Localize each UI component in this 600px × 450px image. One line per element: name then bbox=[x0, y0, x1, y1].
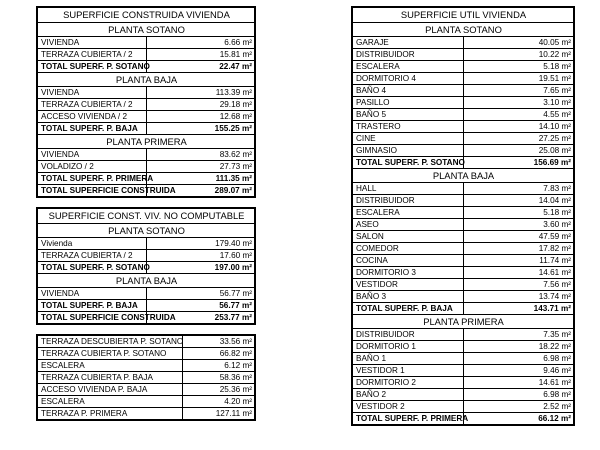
row-value: 14.61 m² bbox=[463, 377, 574, 389]
row-value: 14.04 m² bbox=[463, 195, 574, 207]
row-value: 253.77 m² bbox=[146, 312, 255, 324]
table-row bbox=[353, 231, 574, 243]
table-row bbox=[353, 85, 574, 97]
row-value: 5.18 m² bbox=[463, 61, 574, 73]
row-value: 179.40 m² bbox=[146, 238, 255, 250]
table-row bbox=[353, 255, 574, 267]
row-label: VIVIENDA bbox=[38, 149, 147, 161]
table-row bbox=[38, 238, 255, 250]
area-table-superficie-construida-vivienda bbox=[37, 7, 255, 197]
row-label: PASILLO bbox=[353, 97, 464, 109]
row-value: 7.35 m² bbox=[463, 329, 574, 341]
row-label: TOTAL SUPERF. P. BAJA bbox=[353, 303, 464, 315]
row-value: 14.61 m² bbox=[463, 267, 574, 279]
total-row bbox=[38, 61, 255, 73]
row-value: 7.65 m² bbox=[463, 85, 574, 97]
table-row bbox=[38, 384, 255, 396]
row-label: ESCALERA bbox=[353, 61, 464, 73]
row-label: TERRAZA CUBIERTA / 2 bbox=[38, 49, 147, 61]
row-label: BAÑO 1 bbox=[353, 353, 464, 365]
row-value: 3.60 m² bbox=[463, 219, 574, 231]
row-label: TOTAL SUPERF. P. BAJA bbox=[38, 300, 147, 312]
total-row bbox=[353, 303, 574, 315]
row-value: 83.62 m² bbox=[146, 149, 255, 161]
table-row bbox=[38, 149, 255, 161]
row-label: ESCALERA bbox=[38, 396, 183, 408]
table-row bbox=[38, 87, 255, 99]
table-row bbox=[353, 183, 574, 195]
row-value: 6.98 m² bbox=[463, 389, 574, 401]
row-label: TOTAL SUPERFICIE CONSTRUIDA bbox=[38, 312, 147, 324]
table-row bbox=[353, 61, 574, 73]
total-row bbox=[38, 185, 255, 197]
row-label: TERRAZA P. PRIMERA bbox=[38, 408, 183, 420]
row-value: 7.56 m² bbox=[463, 279, 574, 291]
row-value: 29.18 m² bbox=[146, 99, 255, 111]
table-row bbox=[353, 37, 574, 49]
row-value: 12.68 m² bbox=[146, 111, 255, 123]
row-label: ESCALERA bbox=[38, 360, 183, 372]
table-row bbox=[353, 73, 574, 85]
row-value: 58.36 m² bbox=[183, 372, 255, 384]
table-row bbox=[353, 341, 574, 353]
row-value: 4.20 m² bbox=[183, 396, 255, 408]
section-header: PLANTA PRIMERA bbox=[38, 135, 255, 149]
section-header: PLANTA BAJA bbox=[353, 169, 574, 183]
row-value: 17.82 m² bbox=[463, 243, 574, 255]
area-table-superficie-util-vivienda bbox=[352, 7, 574, 425]
row-value: 3.10 m² bbox=[463, 97, 574, 109]
row-label: VESTIDOR 2 bbox=[353, 401, 464, 413]
row-label: BAÑO 5 bbox=[353, 109, 464, 121]
section-header: PLANTA BAJA bbox=[38, 274, 255, 288]
table-row bbox=[353, 195, 574, 207]
row-label: ACCESO VIVIENDA / 2 bbox=[38, 111, 147, 123]
row-label: DORMITORIO 1 bbox=[353, 341, 464, 353]
row-label: BAÑO 4 bbox=[353, 85, 464, 97]
table-row bbox=[353, 97, 574, 109]
table-row bbox=[38, 288, 255, 300]
row-value: 27.25 m² bbox=[463, 133, 574, 145]
section-header: PLANTA SOTANO bbox=[38, 224, 255, 238]
row-label: VIVIENDA bbox=[38, 87, 147, 99]
row-value: 33.56 m² bbox=[183, 336, 255, 348]
table-row bbox=[353, 49, 574, 61]
row-label: TERRAZA CUBIERTA P. BAJA bbox=[38, 372, 183, 384]
row-value: 155.25 m² bbox=[146, 123, 255, 135]
area-table-superficie-const-viv-no-computable bbox=[37, 208, 255, 324]
row-label: TOTAL SUPERF. P. SOTANO bbox=[38, 61, 147, 73]
row-value: 40.05 m² bbox=[463, 37, 574, 49]
row-label: TOTAL SUPERF. P. SOTANO bbox=[353, 157, 464, 169]
table-row bbox=[353, 329, 574, 341]
row-label: TERRAZA CUBIERTA P. SOTANO bbox=[38, 348, 183, 360]
table-row bbox=[353, 133, 574, 145]
row-label: GARAJE bbox=[353, 37, 464, 49]
section-header: PLANTA SOTANO bbox=[353, 23, 574, 37]
table-row bbox=[353, 267, 574, 279]
row-value: 4.55 m² bbox=[463, 109, 574, 121]
row-label: DORMITORIO 3 bbox=[353, 267, 464, 279]
table-row bbox=[38, 250, 255, 262]
total-row bbox=[38, 300, 255, 312]
row-value: 11.74 m² bbox=[463, 255, 574, 267]
right-column bbox=[352, 7, 574, 436]
row-label: TOTAL SUPERF. P. PRIMERA bbox=[38, 173, 147, 185]
table-row bbox=[38, 360, 255, 372]
row-value: 18.22 m² bbox=[463, 341, 574, 353]
row-value: 111.35 m² bbox=[146, 173, 255, 185]
table-row bbox=[353, 145, 574, 157]
row-value: 25.08 m² bbox=[463, 145, 574, 157]
total-row bbox=[38, 312, 255, 324]
row-label: VESTIDOR 1 bbox=[353, 365, 464, 377]
row-value: 127.11 m² bbox=[183, 408, 255, 420]
table-row bbox=[38, 99, 255, 111]
section-header: PLANTA SOTANO bbox=[38, 23, 255, 37]
row-value: 9.46 m² bbox=[463, 365, 574, 377]
table-row bbox=[38, 336, 255, 348]
row-value: 143.71 m² bbox=[463, 303, 574, 315]
row-label: DISTRIBUIDOR bbox=[353, 195, 464, 207]
table-row bbox=[353, 377, 574, 389]
table-row bbox=[38, 37, 255, 49]
table-row bbox=[353, 121, 574, 133]
table-row bbox=[38, 348, 255, 360]
row-value: 10.22 m² bbox=[463, 49, 574, 61]
row-value: 6.66 m² bbox=[146, 37, 255, 49]
row-label: Vivienda bbox=[38, 238, 147, 250]
row-value: 56.77 m² bbox=[146, 288, 255, 300]
table-title: SUPERFICIE CONST. VIV. NO COMPUTABLE bbox=[38, 209, 255, 224]
area-table-2 bbox=[37, 335, 255, 420]
row-label: DISTRIBUIDOR bbox=[353, 329, 464, 341]
row-label: DISTRIBUIDOR bbox=[353, 49, 464, 61]
row-label: HALL bbox=[353, 183, 464, 195]
row-label: GIMNASIO bbox=[353, 145, 464, 157]
table-row bbox=[353, 279, 574, 291]
row-label: ACCESO VIVIENDA P. BAJA bbox=[38, 384, 183, 396]
total-row bbox=[38, 262, 255, 274]
table-row bbox=[38, 111, 255, 123]
row-label: BAÑO 3 bbox=[353, 291, 464, 303]
row-value: 289.07 m² bbox=[146, 185, 255, 197]
total-row bbox=[38, 173, 255, 185]
row-label: DORMITORIO 4 bbox=[353, 73, 464, 85]
row-label: TOTAL SUPERF. P. SOTANO bbox=[38, 262, 147, 274]
row-label: CINE bbox=[353, 133, 464, 145]
table-row bbox=[353, 365, 574, 377]
table-row bbox=[38, 372, 255, 384]
row-label: DORMITORIO 2 bbox=[353, 377, 464, 389]
row-value: 7.83 m² bbox=[463, 183, 574, 195]
total-row bbox=[353, 413, 574, 425]
row-value: 15.81 m² bbox=[146, 49, 255, 61]
row-value: 19.51 m² bbox=[463, 73, 574, 85]
row-label: TERRAZA CUBIERTA / 2 bbox=[38, 99, 147, 111]
row-label: ASEO bbox=[353, 219, 464, 231]
row-value: 27.73 m² bbox=[146, 161, 255, 173]
row-value: 13.74 m² bbox=[463, 291, 574, 303]
row-label: TERRAZA DESCUBIERTA P. SOTANO bbox=[38, 336, 183, 348]
row-label: TERRAZA CUBIERTA / 2 bbox=[38, 250, 147, 262]
row-value: 197.00 m² bbox=[146, 262, 255, 274]
section-header: PLANTA PRIMERA bbox=[353, 315, 574, 329]
row-value: 22.47 m² bbox=[146, 61, 255, 73]
row-label: COMEDOR bbox=[353, 243, 464, 255]
row-value: 66.12 m² bbox=[463, 413, 574, 425]
row-value: 6.12 m² bbox=[183, 360, 255, 372]
table-row bbox=[38, 408, 255, 420]
row-label: VIVIENDA bbox=[38, 288, 147, 300]
row-label: VOLADIZO / 2 bbox=[38, 161, 147, 173]
row-value: 2.52 m² bbox=[463, 401, 574, 413]
row-value: 156.69 m² bbox=[463, 157, 574, 169]
total-row bbox=[38, 123, 255, 135]
table-row bbox=[353, 207, 574, 219]
row-label: TOTAL SUPERF. P. BAJA bbox=[38, 123, 147, 135]
total-row bbox=[353, 157, 574, 169]
table-row bbox=[38, 49, 255, 61]
row-value: 17.60 m² bbox=[146, 250, 255, 262]
table-row bbox=[353, 243, 574, 255]
row-label: COCINA bbox=[353, 255, 464, 267]
row-value: 5.18 m² bbox=[463, 207, 574, 219]
row-value: 66.82 m² bbox=[183, 348, 255, 360]
table-title: SUPERFICIE UTIL VIVIENDA bbox=[353, 8, 574, 23]
row-label: VIVIENDA bbox=[38, 37, 147, 49]
table-row bbox=[353, 109, 574, 121]
row-label: TOTAL SUPERF. P. PRIMERA bbox=[353, 413, 464, 425]
row-value: 6.98 m² bbox=[463, 353, 574, 365]
table-title: SUPERFICIE CONSTRUIDA VIVIENDA bbox=[38, 8, 255, 23]
left-column bbox=[37, 7, 255, 431]
row-label: TOTAL SUPERFICIE CONSTRUIDA bbox=[38, 185, 147, 197]
row-value: 25.36 m² bbox=[183, 384, 255, 396]
table-row bbox=[353, 389, 574, 401]
row-label: ESCALERA bbox=[353, 207, 464, 219]
row-label: BAÑO 2 bbox=[353, 389, 464, 401]
row-label: VESTIDOR bbox=[353, 279, 464, 291]
row-value: 47.59 m² bbox=[463, 231, 574, 243]
row-value: 14.10 m² bbox=[463, 121, 574, 133]
section-header: PLANTA BAJA bbox=[38, 73, 255, 87]
table-row bbox=[353, 353, 574, 365]
row-label: SALON bbox=[353, 231, 464, 243]
row-value: 56.77 m² bbox=[146, 300, 255, 312]
row-label: TRASTERO bbox=[353, 121, 464, 133]
table-row bbox=[38, 161, 255, 173]
table-row bbox=[38, 396, 255, 408]
table-row bbox=[353, 291, 574, 303]
table-row bbox=[353, 401, 574, 413]
row-value: 113.39 m² bbox=[146, 87, 255, 99]
table-row bbox=[353, 219, 574, 231]
